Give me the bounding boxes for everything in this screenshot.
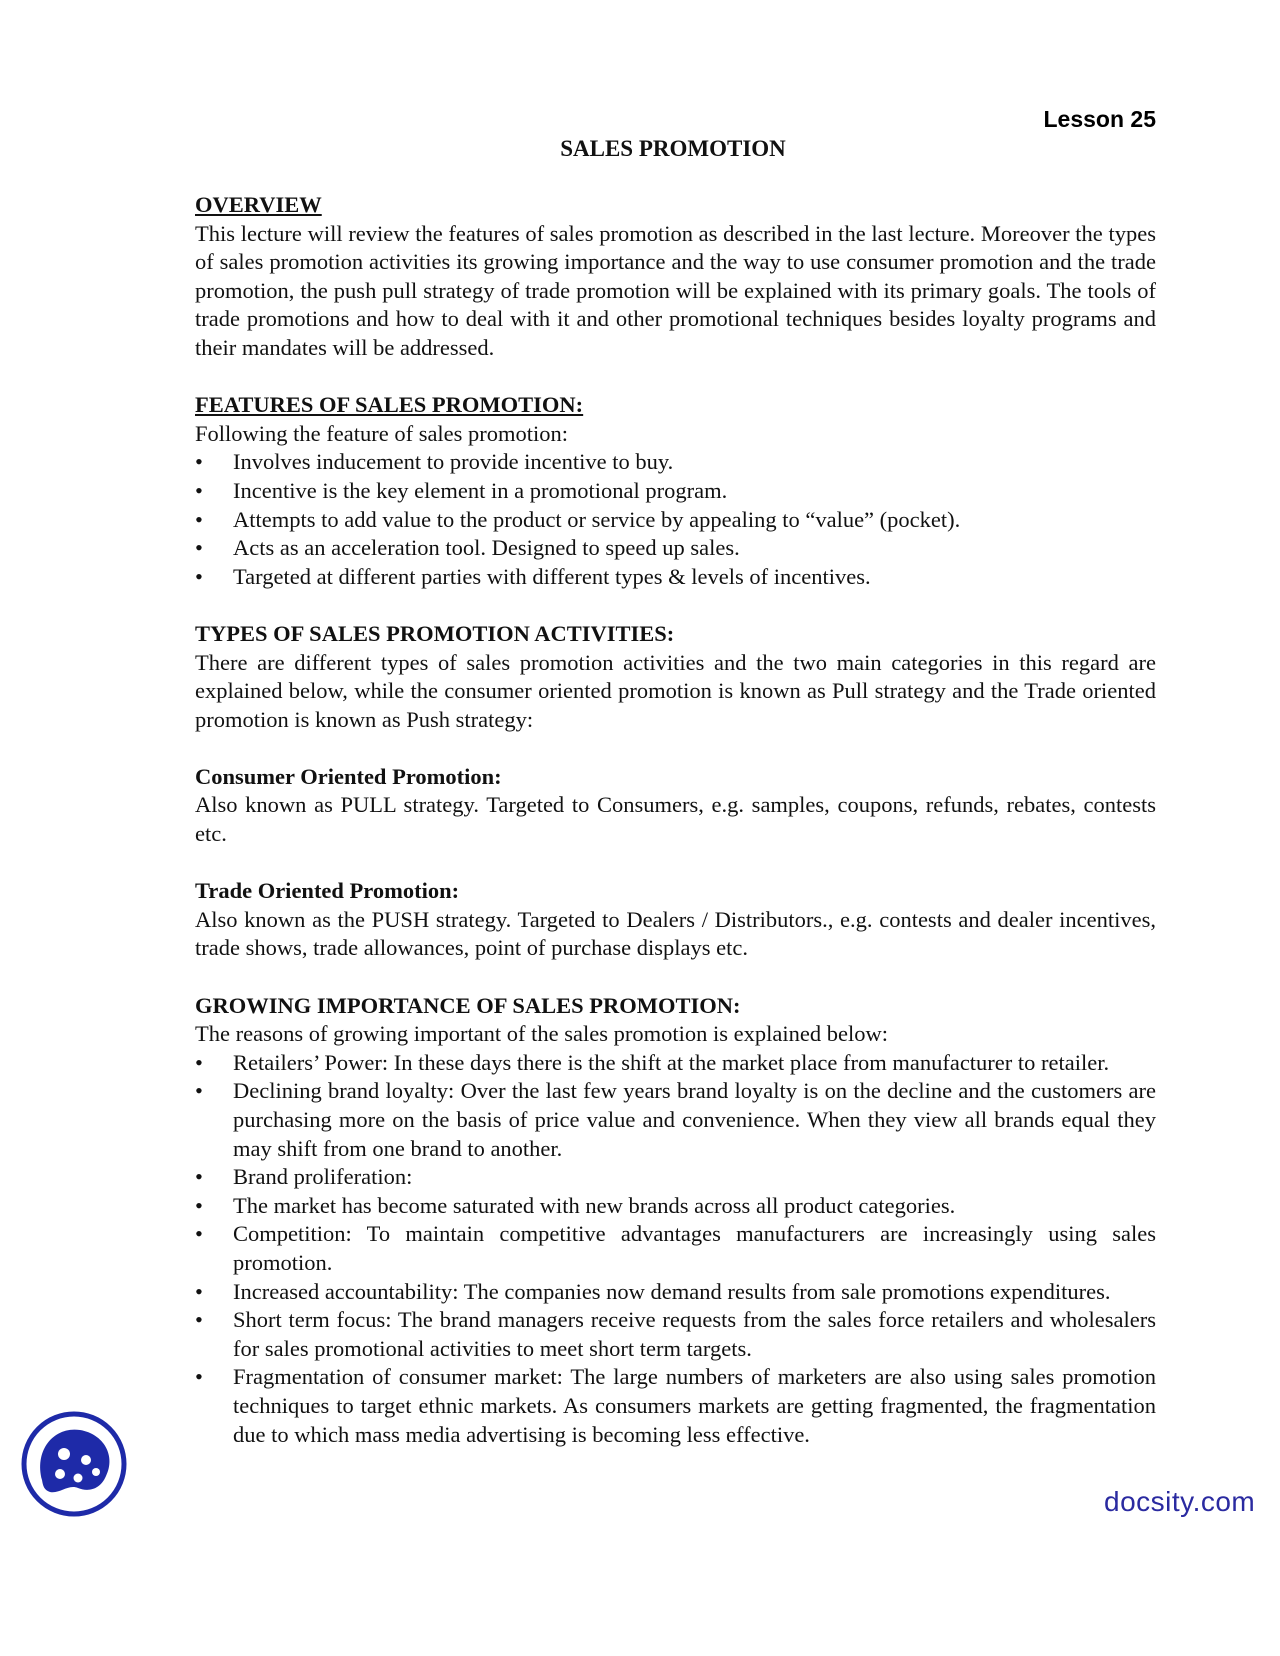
bullet-icon: • [195,506,203,532]
lesson-number: Lesson 25 [1043,106,1156,132]
document-body [195,191,1156,1449]
bullet-icon: • [195,1278,203,1304]
features-heading: FEATURES OF SALES PROMOTION: [195,392,584,418]
consumer-text: Also known as PULL strategy. Targeted to Consumers, e.g. samples, coupons, refunds, rebates, contests etc. [195,792,1156,847]
features-list [195,448,1156,591]
bullet-icon: • [195,1307,203,1333]
list-item: • Incentive is the key element in a promotional program. [195,477,1156,506]
list-item: • Retailers’ Power: In these days there is the shift at the market place from manufacturer to retailer. [195,1049,1156,1078]
list-item: • Competition: To maintain competitive advantages manufacturers are increasingly using sales promotion. [195,1221,1156,1275]
bullet-icon: • [195,535,203,561]
bullet-icon: • [195,1364,203,1390]
list-item: • Involves inducement to provide incentive to buy. [195,448,1156,477]
trade-heading: Trade Oriented Promotion: [195,878,460,904]
overview-heading: OVERVIEW [195,192,322,217]
growing-intro: The reasons of growing important of the sales promotion is explained below: [195,1021,888,1047]
bullet-icon: • [195,563,203,589]
list-item: • Increased accountability: The companies now demand results from sale promotions expenditures. [195,1278,1156,1307]
types-text: There are different types of sales promotion activities and the two main categories in this regard are explained below, while the consumer oriented promotion is known as Pull strategy and the Trade oriented promotion is known as Push strategy: [195,649,1156,732]
list-item: • Fragmentation of consumer market: The large numbers of marketers are also using sales promotion techniques to target ethnic markets. As consumers markets are getting fragmented, the fragmentation due to which mass media advertising is becoming less effective. [195,1364,1156,1447]
bullet-icon: • [195,1078,203,1104]
bullet-icon: • [195,1049,203,1075]
list-item: • Short term focus: The brand managers receive requests from the sales force retailers and wholesalers for sales promotional activities to meet short term targets. [195,1307,1156,1361]
growing-list [195,1049,1156,1449]
types-heading: TYPES OF SALES PROMOTION ACTIVITIES: [195,620,675,646]
bullet-icon: • [195,449,203,475]
list-item: • Attempts to add value to the product or service by appealing to “value” (pocket). [195,506,1156,535]
list-item: • Declining brand loyalty: Over the last few years brand loyalty is on the decline and the customers are purchasing more on the basis of price value and convenience. When they view all brands equal they may shift from one brand to another. [195,1078,1156,1161]
bullet-icon: • [195,1192,203,1218]
bullet-icon: • [195,1164,203,1190]
trade-text: Also known as the PUSH strategy. Targeted to Dealers / Distributors., e.g. contests and dealer incentives, trade shows, trade allowances, point of purchase displays etc. [195,906,1156,961]
bullet-icon: • [195,477,203,503]
features-intro: Following the feature of sales promotion: [195,420,569,446]
list-item: • Brand proliferation: [195,1163,1156,1192]
bullet-icon: • [195,1221,203,1247]
docsity-logo-icon [20,1410,128,1518]
docsity-brand-link[interactable]: docsity.com [1104,1486,1256,1517]
list-item: • The market has become saturated with new brands across all product categories. [195,1192,1156,1221]
document-title: SALES PROMOTION [560,136,786,161]
growing-heading: GROWING IMPORTANCE OF SALES PROMOTION: [195,992,741,1018]
consumer-heading: Consumer Oriented Promotion: [195,763,502,789]
list-item: • Targeted at different parties with different types & levels of incentives. [195,563,1156,592]
list-item: • Acts as an acceleration tool. Designed to speed up sales. [195,534,1156,563]
overview-text: This lecture will review the features of sales promotion as described in the last lecture. Moreover the types of sales promotion activities its growing importance and the way to use consumer promotion and the trade promotion, the push pull strategy of trade promotion will be explained with its primary goals. The tools of trade promotions and how to deal with it and other promotional techniques besides loyalty programs and their mandates will be addressed. [195,220,1156,360]
